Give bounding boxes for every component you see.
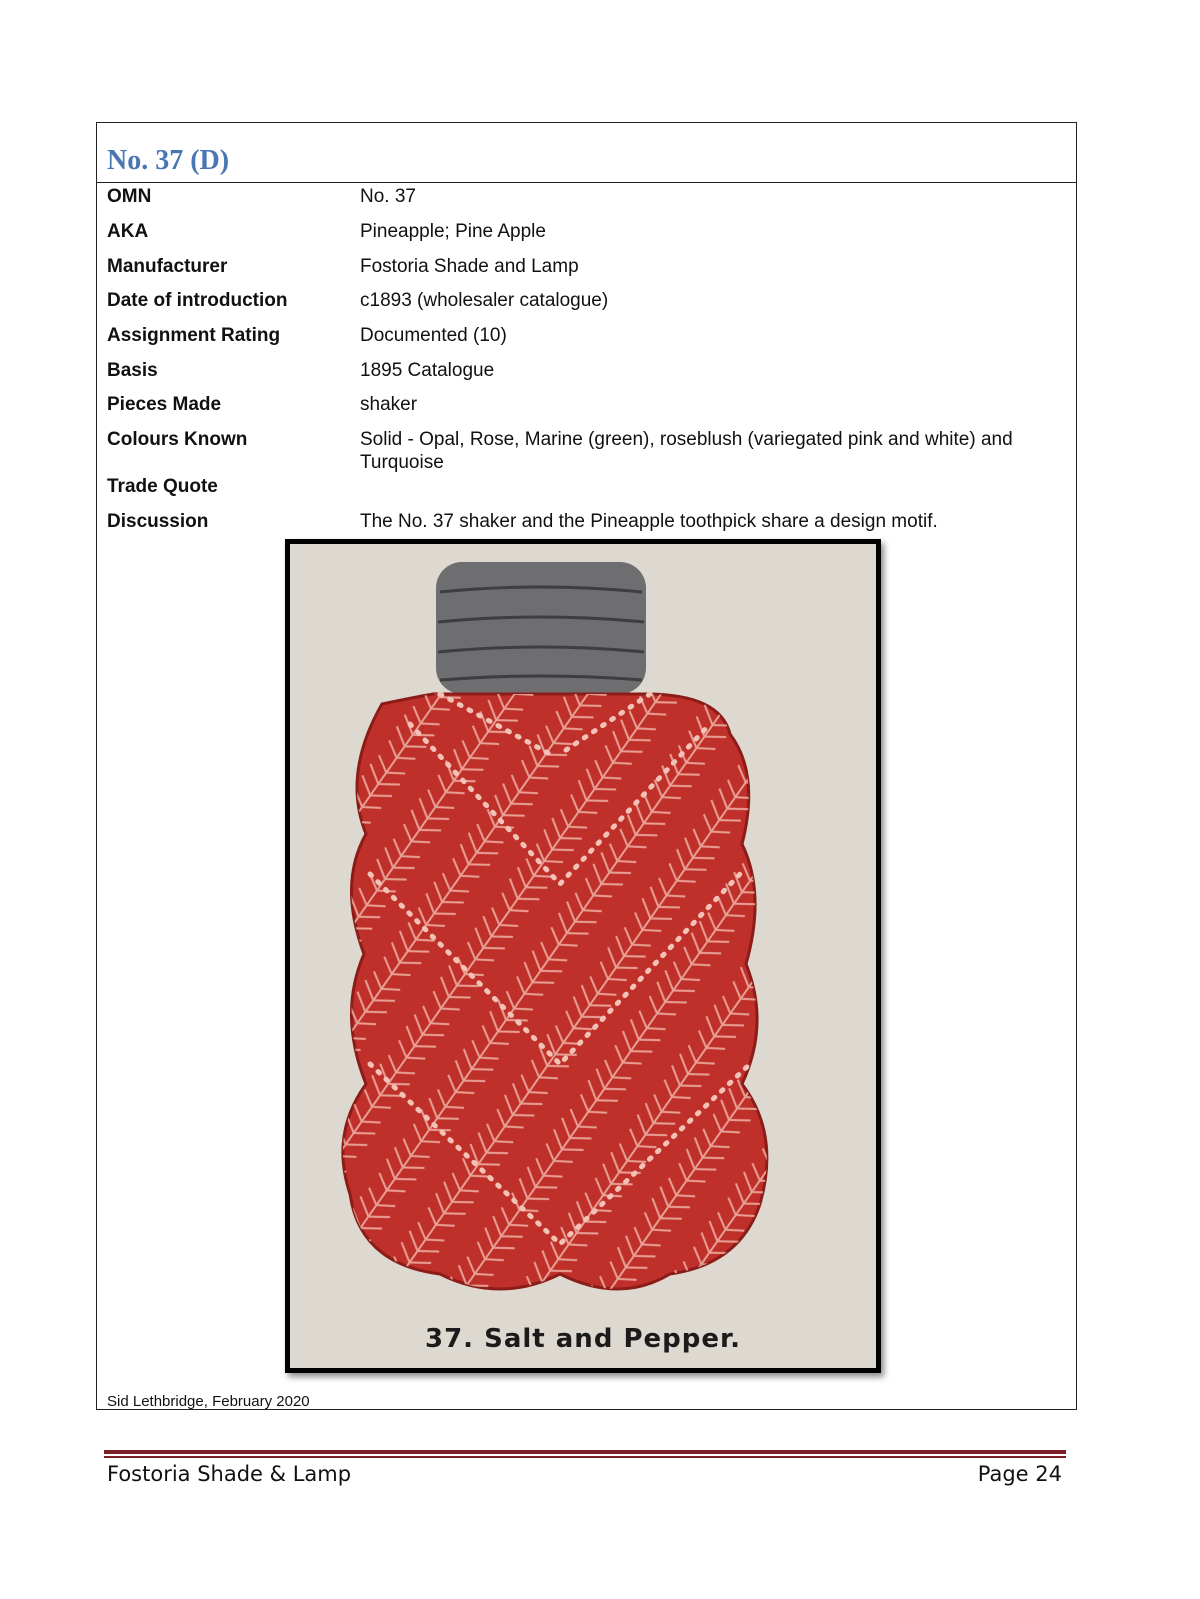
field-label: AKA — [107, 221, 149, 242]
footer-rule — [104, 1450, 1066, 1454]
author-credit: Sid Lethbridge, February 2020 — [107, 1393, 310, 1410]
field-value: Fostoria Shade and Lamp — [360, 256, 579, 277]
field-value: shaker — [360, 394, 418, 415]
field-label: Assignment Rating — [107, 325, 281, 346]
field-value: Solid - Opal, Rose, Marine (green), roseblush (variegated pink and white) and Turquoise — [360, 429, 1013, 473]
footer-rule-thin — [104, 1456, 1066, 1458]
field-value: Pineapple; Pine Apple — [360, 221, 546, 242]
field-label: Date of introduction — [107, 290, 288, 311]
field-label: OMN — [107, 186, 152, 207]
field-label: Manufacturer — [107, 256, 228, 277]
field-value: c1893 (wholesaler catalogue) — [360, 290, 609, 311]
catalogue-image — [285, 539, 881, 1373]
shaker-cap — [436, 562, 646, 694]
entry-card — [96, 122, 1077, 1410]
field-label: Pieces Made — [107, 394, 222, 415]
footer-title: Fostoria Shade & Lamp — [107, 1462, 352, 1486]
field-value: The No. 37 shaker and the Pineapple toothpick share a design motif. — [360, 511, 938, 532]
field-label: Trade Quote — [107, 476, 218, 497]
entry-title: No. 37 (D) — [107, 145, 230, 176]
page-number: Page 24 — [977, 1462, 1062, 1486]
field-label: Discussion — [107, 511, 209, 532]
field-value: Documented (10) — [360, 325, 507, 346]
salt-shaker-illustration — [290, 544, 876, 1368]
field-value: No. 37 — [360, 186, 416, 207]
field-value: 1895 Catalogue — [360, 360, 495, 381]
field-label: Colours Known — [107, 429, 248, 450]
field-label: Basis — [107, 360, 158, 381]
title-divider — [97, 182, 1076, 183]
image-caption: 37. Salt and Pepper. — [424, 1324, 742, 1354]
